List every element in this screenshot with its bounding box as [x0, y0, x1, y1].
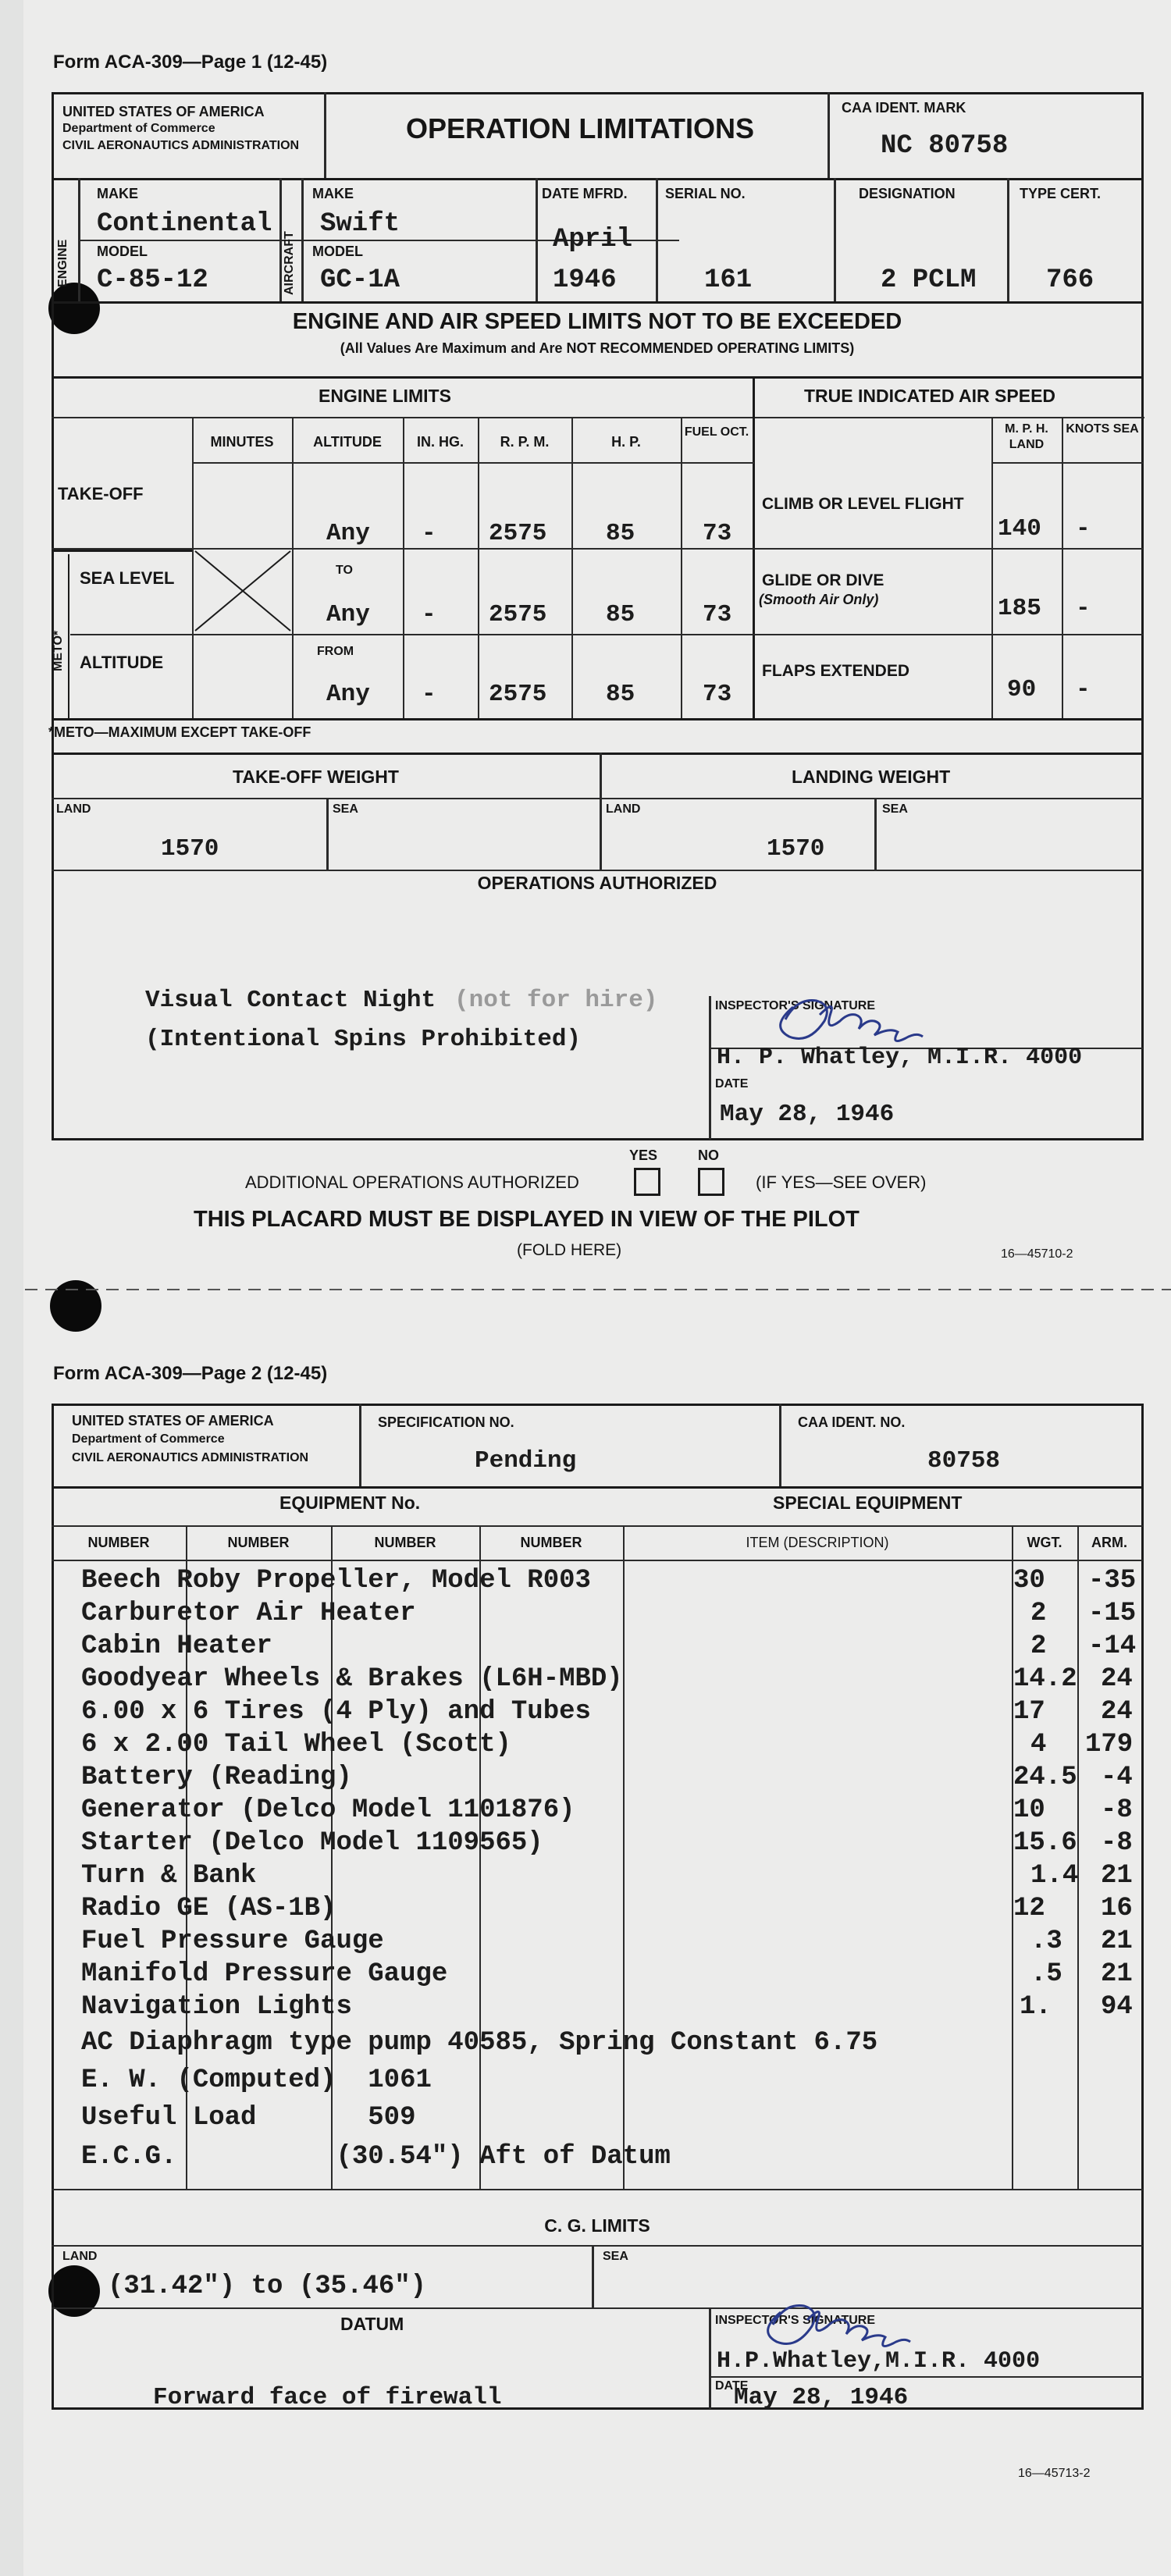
item-arm: -35 — [1088, 1566, 1137, 1596]
arm-col: ARM. — [1091, 1535, 1127, 1550]
glide-label: GLIDE OR DIVE — [762, 571, 884, 589]
item-arm: 21 — [1101, 1861, 1133, 1891]
caa-ident-label: CAA IDENT. MARK — [842, 100, 966, 116]
takeoff-hp: 85 — [606, 520, 635, 547]
equipment-item: Battery (Reading) — [81, 1763, 352, 1792]
inspection-date: May 28, 1946 — [720, 1101, 895, 1128]
aircraft-make-label: MAKE — [312, 186, 354, 201]
equipment-item: Beech Roby Propeller, Model R003 — [81, 1566, 591, 1596]
item-arm: 21 — [1101, 1927, 1133, 1956]
equipment-item: 6 x 2.00 Tail Wheel (Scott) — [81, 1730, 511, 1759]
designation-value: 2 PCLM — [881, 265, 977, 295]
item-wgt: 17 — [1013, 1697, 1045, 1727]
aircraft-model-label: MODEL — [312, 244, 363, 259]
inspector-sig-label: INSPECTOR'S SIGNATURE — [715, 999, 876, 1012]
takeoff-land-value: 1570 — [161, 835, 219, 863]
inspector-name: H. P. Whatley, M.I.R. 4000 — [717, 1044, 1083, 1071]
equipment-item: 6.00 x 6 Tires (4 Ply) and Tubes — [81, 1697, 591, 1727]
inspector-name-p2: H.P.Whatley,M.I.R. 4000 — [717, 2348, 1041, 2375]
landing-weight-label: LANDING WEIGHT — [792, 767, 951, 787]
aircraft-model: GC-1A — [320, 265, 400, 295]
altitude-hp: 85 — [606, 681, 635, 708]
item-arm: -8 — [1101, 1828, 1133, 1858]
col-knots: KNOTS SEA — [1066, 422, 1139, 436]
equipment-item: Goodyear Wheels & Brakes (L6H-MBD) — [81, 1664, 623, 1694]
ops-line1-strike: (not for hire) — [454, 987, 658, 1014]
engine-model: C-85-12 — [97, 265, 208, 295]
datum-value: Forward face of firewall — [153, 2384, 502, 2411]
takeoff-land-label: LAND — [56, 802, 91, 816]
fold-here: (FOLD HERE) — [517, 1241, 622, 1259]
item-wgt: .5 — [1030, 1959, 1062, 1989]
takeoff-weight-label: TAKE-OFF WEIGHT — [233, 767, 399, 787]
datum-label: DATUM — [340, 2314, 404, 2334]
item-wgt: 14.2 — [1013, 1664, 1077, 1694]
type-cert-value: 766 — [1046, 265, 1094, 295]
item-wgt: 12 — [1013, 1894, 1045, 1923]
item-wgt: 4 — [1030, 1730, 1047, 1759]
col-hp: H. P. — [611, 434, 641, 450]
designation-label: DESIGNATION — [859, 186, 956, 201]
ops-auth-label: OPERATIONS AUTHORIZED — [477, 873, 717, 893]
equipment-item: Manifold Pressure Gauge — [81, 1959, 448, 1989]
form-id: Form ACA-309—Page 1 (12-45) — [53, 52, 328, 73]
date-mfrd-label: DATE MFRD. — [542, 186, 628, 201]
meto-side-label: METO* — [52, 630, 65, 671]
sealevel-in-hg: - — [422, 601, 436, 628]
landing-land-value: 1570 — [767, 835, 825, 863]
spec-label: SPECIFICATION NO. — [378, 1414, 514, 1430]
item-arm: -14 — [1088, 1631, 1137, 1661]
engine-model-label: MODEL — [97, 244, 148, 259]
sealevel-altitude: Any — [326, 601, 370, 628]
number-col-4: NUMBER — [520, 1535, 582, 1550]
altitude-in-hg: - — [422, 681, 436, 708]
equipment-item: Radio GE (AS-1B) — [81, 1894, 336, 1923]
takeoff-sea-label: SEA — [333, 802, 358, 816]
engine-make: Continental — [97, 209, 272, 239]
number-col-3: NUMBER — [374, 1535, 436, 1550]
engine-side-label: ENGINE — [56, 239, 69, 287]
row-sealevel-label: SEA LEVEL — [80, 568, 175, 588]
takeoff-rpm: 2575 — [489, 520, 547, 547]
form-number-p2: 16—45713-2 — [1018, 2467, 1091, 2480]
altitude-altitude: Any — [326, 681, 370, 708]
equipment-item: E. W. (Computed) 1061 — [81, 2065, 432, 2095]
spec-value: Pending — [475, 1447, 577, 1475]
takeoff-fuel: 73 — [703, 520, 732, 547]
serial-value: 161 — [704, 265, 753, 295]
col-mph: M. P. H. LAND — [1005, 422, 1048, 451]
agency-block-p2: UNITED STATES OF AMERICA Department of Commerce CIVIL AERONAUTICS ADMINISTRATION — [72, 1413, 309, 1464]
equipment-item: Carburetor Air Heater — [81, 1599, 416, 1628]
glide-mph: 185 — [998, 595, 1041, 622]
item-arm: 24 — [1101, 1697, 1133, 1727]
item-arm: 94 — [1101, 1992, 1133, 2022]
date-mfrd-year: 1946 — [553, 265, 617, 295]
item-arm: -4 — [1101, 1763, 1133, 1792]
caa-ident-value: NC 80758 — [881, 131, 1009, 161]
glide-sub: (Smooth Air Only) — [759, 592, 879, 607]
equipment-item: Navigation Lights — [81, 1992, 352, 2022]
ops-line1: Visual Contact Night — [145, 987, 436, 1014]
item-arm: -15 — [1088, 1599, 1137, 1628]
meto-note: *METO—MAXIMUM EXCEPT TAKE-OFF — [48, 724, 311, 740]
cg-sea-label: SEA — [603, 2250, 628, 2263]
date-label: DATE — [715, 1077, 749, 1091]
altitude-rpm: 2575 — [489, 681, 547, 708]
placard-notice: THIS PLACARD MUST BE DISPLAYED IN VIEW OF THE PILOT — [194, 1207, 860, 1232]
sealevel-rpm: 2575 — [489, 601, 547, 628]
number-col-1: NUMBER — [87, 1535, 150, 1550]
cg-land-value: (31.42") to (35.46") — [108, 2272, 427, 2301]
from-label: FROM — [317, 645, 354, 658]
aircraft-side-label: AIRCRAFT — [283, 231, 296, 295]
col-minutes: MINUTES — [210, 434, 274, 450]
takeoff-in-hg: - — [422, 520, 436, 547]
climb-label: CLIMB OR LEVEL FLIGHT — [762, 495, 964, 513]
inspector-sig-label-p2: INSPECTOR'S SIGNATURE — [715, 2314, 876, 2327]
item-arm: 179 — [1085, 1730, 1134, 1759]
item-wgt: 10 — [1013, 1795, 1045, 1825]
sealevel-fuel: 73 — [703, 601, 732, 628]
agency-block: UNITED STATES OF AMERICA Department of Commerce CIVIL AERONAUTICS ADMINISTRATION — [62, 104, 300, 152]
equipment-item: Useful Load 509 — [81, 2103, 416, 2133]
engine-limits-label: ENGINE LIMITS — [319, 386, 451, 406]
airspeed-label: TRUE INDICATED AIR SPEED — [804, 386, 1056, 406]
equipment-item: Fuel Pressure Gauge — [81, 1927, 384, 1956]
date-label-p2: DATE — [715, 2379, 749, 2393]
engine-make-label: MAKE — [97, 186, 138, 201]
equipment-no-label: EQUIPMENT No. — [279, 1493, 421, 1513]
glide-knots: - — [1076, 595, 1091, 622]
item-wgt: 2 — [1030, 1599, 1047, 1628]
inspection-date-p2: May 28, 1946 — [734, 2384, 909, 2411]
row-altitude-label: ALTITUDE — [80, 653, 164, 672]
limits-title: ENGINE AND AIR SPEED LIMITS NOT TO BE EXCEEDED — [292, 309, 902, 334]
item-arm: 24 — [1101, 1664, 1133, 1694]
type-cert-label: TYPE CERT. — [1020, 186, 1102, 201]
equipment-item: E.C.G. (30.54") Aft of Datum — [81, 2142, 671, 2172]
equipment-item: Starter (Delco Model 1109565) — [81, 1828, 543, 1858]
special-equipment-label: SPECIAL EQUIPMENT — [773, 1493, 963, 1513]
form-id-p2: Form ACA-309—Page 2 (12-45) — [53, 1363, 328, 1384]
additional-ops-label: ADDITIONAL OPERATIONS AUTHORIZED — [245, 1172, 579, 1192]
number-col-2: NUMBER — [227, 1535, 290, 1550]
caa-ident-value-p2: 80758 — [927, 1447, 1001, 1475]
ops-line2: (Intentional Spins Prohibited) — [145, 1026, 582, 1053]
equipment-item: Turn & Bank — [81, 1861, 257, 1891]
item-col: ITEM (DESCRIPTION) — [746, 1535, 889, 1550]
limits-subtitle: (All Values Are Maximum and Are NOT RECOMMENDED OPERATING LIMITS) — [340, 340, 855, 356]
item-wgt: 15.6 — [1013, 1828, 1077, 1858]
flaps-mph: 90 — [1007, 676, 1037, 703]
serial-label: SERIAL NO. — [665, 186, 746, 201]
item-wgt: .3 — [1030, 1927, 1062, 1956]
wgt-col: WGT. — [1027, 1535, 1062, 1550]
landing-land-label: LAND — [606, 802, 641, 816]
flaps-knots: - — [1076, 676, 1091, 703]
col-rpm: R. P. M. — [500, 434, 550, 450]
item-arm: 16 — [1101, 1894, 1133, 1923]
takeoff-altitude: Any — [326, 520, 370, 547]
item-wgt: 2 — [1030, 1631, 1047, 1661]
climb-mph: 140 — [998, 515, 1041, 543]
altitude-fuel: 73 — [703, 681, 732, 708]
landing-sea-label: SEA — [882, 802, 908, 816]
equipment-item: Generator (Delco Model 1101876) — [81, 1795, 575, 1825]
item-arm: -8 — [1101, 1795, 1133, 1825]
cg-land-label: LAND — [62, 2250, 98, 2263]
col-in-hg: IN. HG. — [416, 434, 464, 450]
climb-knots: - — [1076, 515, 1091, 543]
page-title: OPERATION LIMITATIONS — [406, 112, 754, 144]
cg-limits-label: C. G. LIMITS — [544, 2215, 650, 2236]
col-altitude: ALTITUDE — [313, 434, 382, 450]
item-wgt: 1.4 — [1030, 1861, 1079, 1891]
item-arm: 21 — [1101, 1959, 1133, 1989]
aircraft-make: Swift — [320, 209, 400, 239]
caa-ident-label-p2: CAA IDENT. NO. — [798, 1414, 906, 1430]
yes-label: YES — [629, 1147, 658, 1163]
flaps-label: FLAPS EXTENDED — [762, 662, 910, 680]
date-mfrd-month: April — [553, 225, 633, 254]
equipment-item: Cabin Heater — [81, 1631, 272, 1661]
row-takeoff-label: TAKE-OFF — [58, 484, 144, 503]
item-wgt: 1. — [1020, 1992, 1052, 2022]
form-number-p1: 16—45710-2 — [1001, 1247, 1073, 1261]
item-wgt: 30 — [1013, 1566, 1045, 1596]
col-fuel: FUEL OCT. — [684, 425, 749, 439]
item-wgt: 24.5 — [1013, 1763, 1077, 1792]
no-label: NO — [698, 1147, 719, 1163]
sealevel-hp: 85 — [606, 601, 635, 628]
equipment-item: AC Diaphragm type pump 40585, Spring Constant 6.75 — [81, 2028, 878, 2058]
to-label: TO — [336, 564, 353, 577]
if-yes-label: (IF YES—SEE OVER) — [756, 1172, 927, 1192]
